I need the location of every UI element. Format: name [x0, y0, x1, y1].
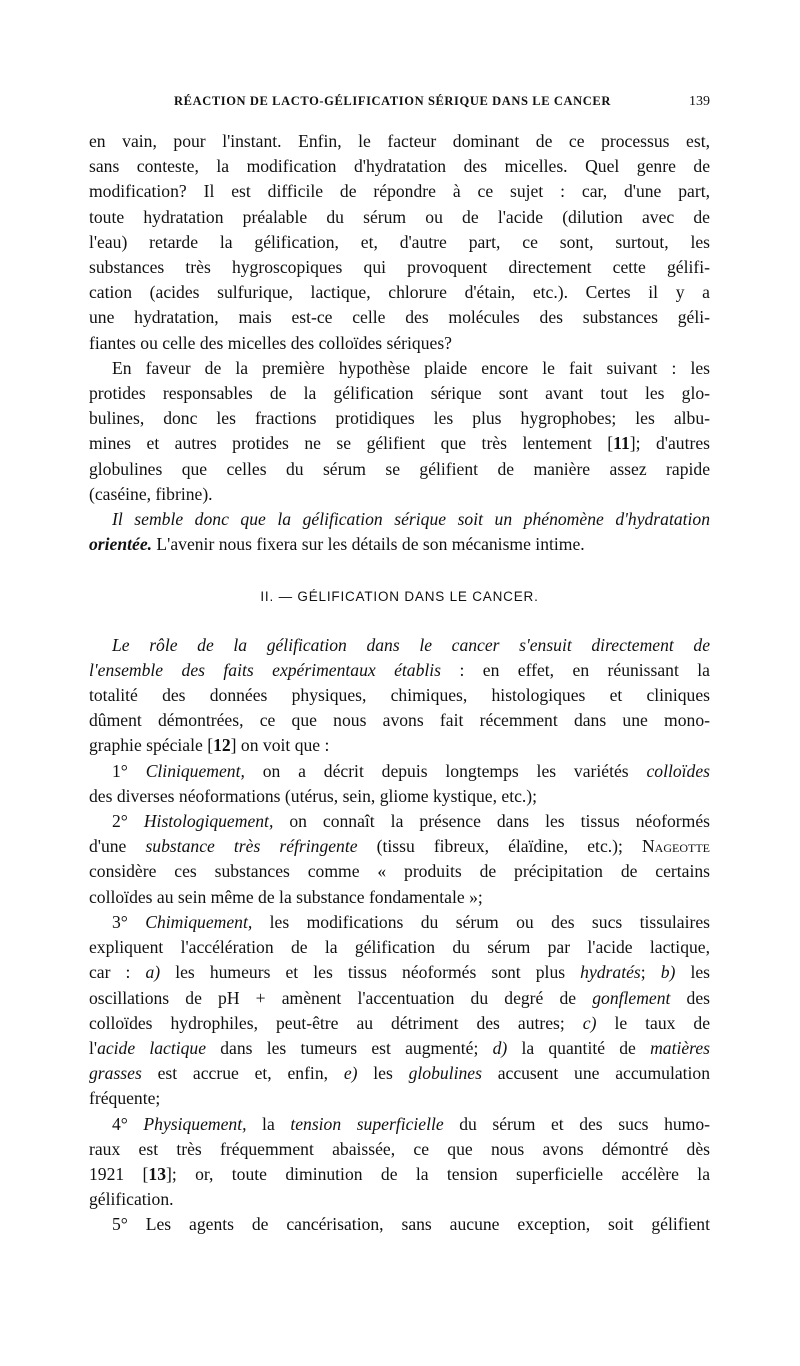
text-line: cation (acides sulfurique, lactique, chlorure d'étain, etc.). Certes il y a — [89, 282, 710, 303]
text-line: en vain, pour l'instant. Enfin, le facteur dominant de ce processus est, — [89, 131, 710, 151]
text-line: 4° Physiquement, la tension superficielle du sérum et des sucs humo- — [112, 1113, 711, 1134]
text-line: 1921 [13]; or, toute diminution de la tension superficielle accélère la — [89, 1163, 711, 1184]
text-line: fiantes ou celle des micelles des colloïdes sériques? — [89, 332, 452, 353]
text-line: expliquent l'accélération de la gélification du sérum par l'acide lactique, — [89, 937, 710, 958]
text-line: car : a) les humeurs et les tissus néoformés sont plus hydratés; b) les — [89, 962, 710, 983]
text-line: oscillations de pH + amènent l'accentuation du degré de gonflement des — [89, 987, 710, 1008]
text-line: Il semble donc que la gélification sérique soit un phénomène d'hydratation — [112, 509, 710, 530]
text-line: une hydratation, mais est-ce celle des molécules des substances géli- — [89, 307, 710, 328]
text-line: l'eau) retarde la gélification, et, d'autre part, ce sont, surtout, les — [89, 231, 710, 252]
text-line: l'ensemble des faits expérimentaux établis : en effet, en réunissant la — [89, 659, 710, 680]
citation-ref: 11 — [613, 433, 630, 454]
text-line: grasses est accrue et, enfin, e) les globulines accusent une accumulation — [89, 1063, 711, 1084]
text-line: 2° Histologiquement, on connaît la présence dans les tissus néoformés — [112, 811, 711, 832]
page-number: 139 — [689, 94, 710, 109]
text-line: totalité des données physiques, chimiques, histologiques et cliniques — [89, 685, 710, 706]
paragraph-first-hypothesis — [89, 356, 710, 507]
citation-ref: 12 — [213, 735, 231, 756]
list-item-physical — [89, 1112, 710, 1213]
item-number: 1° — [112, 760, 128, 781]
text-line: En faveur de la première hypothèse plaide encore le fait suivant : les — [112, 357, 710, 378]
list-item-chemical — [89, 910, 710, 1112]
text-line: 3° Chimiquement, les modifications du sérum ou des sucs tissulaires — [112, 911, 710, 932]
text-line: colloïdes au sein même de la substance fondamentale »; — [89, 886, 483, 907]
text-line: protides responsables de la gélification sérique sont avant tout les glo- — [89, 383, 710, 404]
list-item-clinical — [89, 759, 710, 809]
text-line: fréquente; — [89, 1088, 161, 1109]
running-title: RÉACTION DE LACTO-GÉLIFICATION SÉRIQUE DANS LE CANCER — [174, 94, 611, 108]
list-item-histological — [89, 809, 710, 910]
text-line: gélification. — [89, 1189, 174, 1210]
text-line: dûment démontrées, ce que nous avons fait récemment dans une mono- — [89, 710, 710, 731]
text-line: l'acide lactique dans les tumeurs est augmenté; d) la quantité de matières — [89, 1037, 710, 1058]
text-line: modification? Il est difficile de répondre à ce sujet : car, d'une part, — [89, 181, 710, 202]
text-line: d'une substance très réfringente (tissu fibreux, élaïdine, etc.); Nageotte — [89, 836, 710, 857]
text-line: mines et autres protides ne se gélifient que très lentement [11]; d'autres — [89, 433, 710, 454]
text-line: bulines, donc les fractions protidiques les plus hygrophobes; les albu- — [89, 408, 710, 429]
text-line: toute hydratation préalable du sérum ou de l'acide (dilution avec de — [89, 206, 710, 227]
paragraph-hydration — [89, 129, 710, 356]
text-line: considère ces substances comme « produits de précipitation de certains — [89, 861, 710, 882]
text-line: orientée. L'avenir nous fixera sur les détails de son mécanisme intime. — [89, 534, 585, 555]
text-line: des diverses néoformations (utérus, sein, gliome kystique, etc.); — [89, 785, 538, 806]
text-line: (caséine, fibrine). — [89, 483, 213, 504]
page-header — [89, 94, 710, 114]
paragraph-role-of-gelification — [89, 633, 710, 759]
text-line: globulines que celles du sérum se gélifient de manière assez rapide — [89, 458, 710, 479]
page-body — [89, 129, 710, 1238]
text-line: Le rôle de la gélification dans le cancer s'ensuit directement de — [112, 634, 710, 655]
paragraph-conclusion — [89, 507, 710, 557]
text-line: colloïdes hydrophiles, peut-être au détriment des autres; c) le taux de — [89, 1012, 710, 1033]
citation-ref: 13 — [148, 1163, 166, 1184]
text-line: substances très hygroscopiques qui provoquent directement cette gélifi- — [89, 257, 710, 278]
text-line: graphie spéciale [12] on voit que : — [89, 735, 330, 756]
item-number: 5° — [112, 1214, 128, 1235]
item-number: 4° — [112, 1113, 128, 1134]
text-line: 1° Cliniquement, on a décrit depuis longtemps les variétés colloïdes — [112, 760, 710, 781]
item-number: 2° — [112, 811, 128, 832]
text-line: 5° Les agents de cancérisation, sans aucune exception, soit gélifient — [112, 1214, 710, 1235]
item-number: 3° — [112, 911, 128, 932]
text-line: sans conteste, la modification d'hydratation des micelles. Quel genre de — [89, 156, 710, 177]
text-line: raux est très fréquemment abaissée, ce que nous avons démontré dès — [89, 1138, 710, 1159]
list-item-cancer-agents — [89, 1212, 710, 1237]
section-heading: II. — GÉLIFICATION DANS LE CANCER. — [260, 589, 539, 605]
